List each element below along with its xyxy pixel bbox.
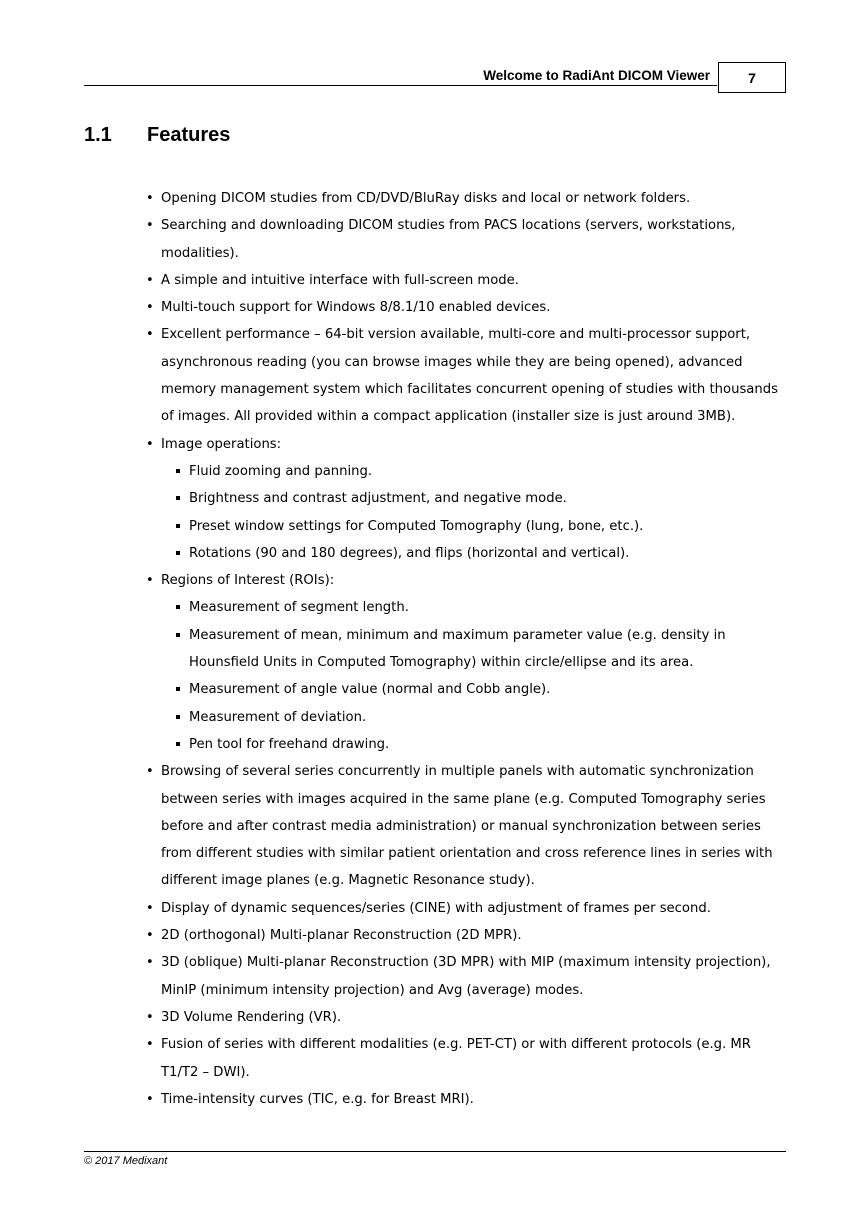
list-item: • Multi-touch support for Windows 8/8.1/10 enabled devices.: [161, 294, 787, 321]
feature-list: [161, 185, 787, 1113]
section-title: Features: [147, 124, 231, 146]
header-rule: [84, 85, 717, 86]
list-item: • Image operations:: [161, 431, 787, 458]
sub-list-item: Measurement of segment length.: [189, 594, 787, 621]
footer-rule: [84, 1151, 786, 1152]
header-title: Welcome to RadiAnt DICOM Viewer: [483, 68, 710, 83]
list-item: • 3D (oblique) Multi-planar Reconstruction (3D MPR) with MIP (maximum intensity projection), MinIP (minimum intensity projection) and Avg (average) modes.: [161, 949, 787, 1004]
sub-list-item: Fluid zooming and panning.: [189, 458, 787, 485]
sub-list-item: Measurement of mean, minimum and maximum parameter value (e.g. density in Hounsfield Units in Computed Tomography) within circle/ellipse and its area.: [189, 622, 787, 677]
sub-list-item: Brightness and contrast adjustment, and negative mode.: [189, 485, 787, 512]
list-item: • Regions of Interest (ROIs):: [161, 567, 787, 594]
sub-list-item: Measurement of deviation.: [189, 704, 787, 731]
sub-list-item: Pen tool for freehand drawing.: [189, 731, 787, 758]
list-item: • A simple and intuitive interface with full-screen mode.: [161, 267, 787, 294]
list-item: • Display of dynamic sequences/series (CINE) with adjustment of frames per second.: [161, 895, 787, 922]
list-item: • Time-intensity curves (TIC, e.g. for Breast MRI).: [161, 1086, 787, 1113]
list-item: • 3D Volume Rendering (VR).: [161, 1004, 787, 1031]
list-item: • Searching and downloading DICOM studies from PACS locations (servers, workstations, modalities).: [161, 212, 787, 267]
page-header: [84, 62, 786, 94]
list-item: • Fusion of series with different modalities (e.g. PET-CT) or with different protocols (e.g. MR T1/T2 – DWI).: [161, 1031, 787, 1086]
footer-copyright: © 2017 Medixant: [84, 1155, 168, 1167]
list-item: • 2D (orthogonal) Multi-planar Reconstruction (2D MPR).: [161, 922, 787, 949]
section-number: 1.1: [84, 124, 112, 146]
sub-list-item: Preset window settings for Computed Tomography (lung, bone, etc.).: [189, 513, 787, 540]
list-item: • Excellent performance – 64-bit version available, multi-core and multi-processor support, asynchronous reading (you can browse images while they are being opened), advanced memory management system which facilitates concurrent opening of studies with thousands of images. All provided within a compact application (installer size is just around 3MB).: [161, 321, 787, 430]
sub-list-item: Measurement of angle value (normal and Cobb angle).: [189, 676, 787, 703]
page-number: 7: [718, 62, 786, 93]
list-item: • Opening DICOM studies from CD/DVD/BluRay disks and local or network folders.: [161, 185, 787, 212]
list-item: • Browsing of several series concurrently in multiple panels with automatic synchronization between series with images acquired in the same plane (e.g. Computed Tomography series before and after contrast media administration) or manual synchronization between series from different studies with similar patient orientation and cross reference lines in series with different image planes (e.g. Magnetic Resonance study).: [161, 758, 787, 894]
sub-list-item: Rotations (90 and 180 degrees), and flips (horizontal and vertical).: [189, 540, 787, 567]
